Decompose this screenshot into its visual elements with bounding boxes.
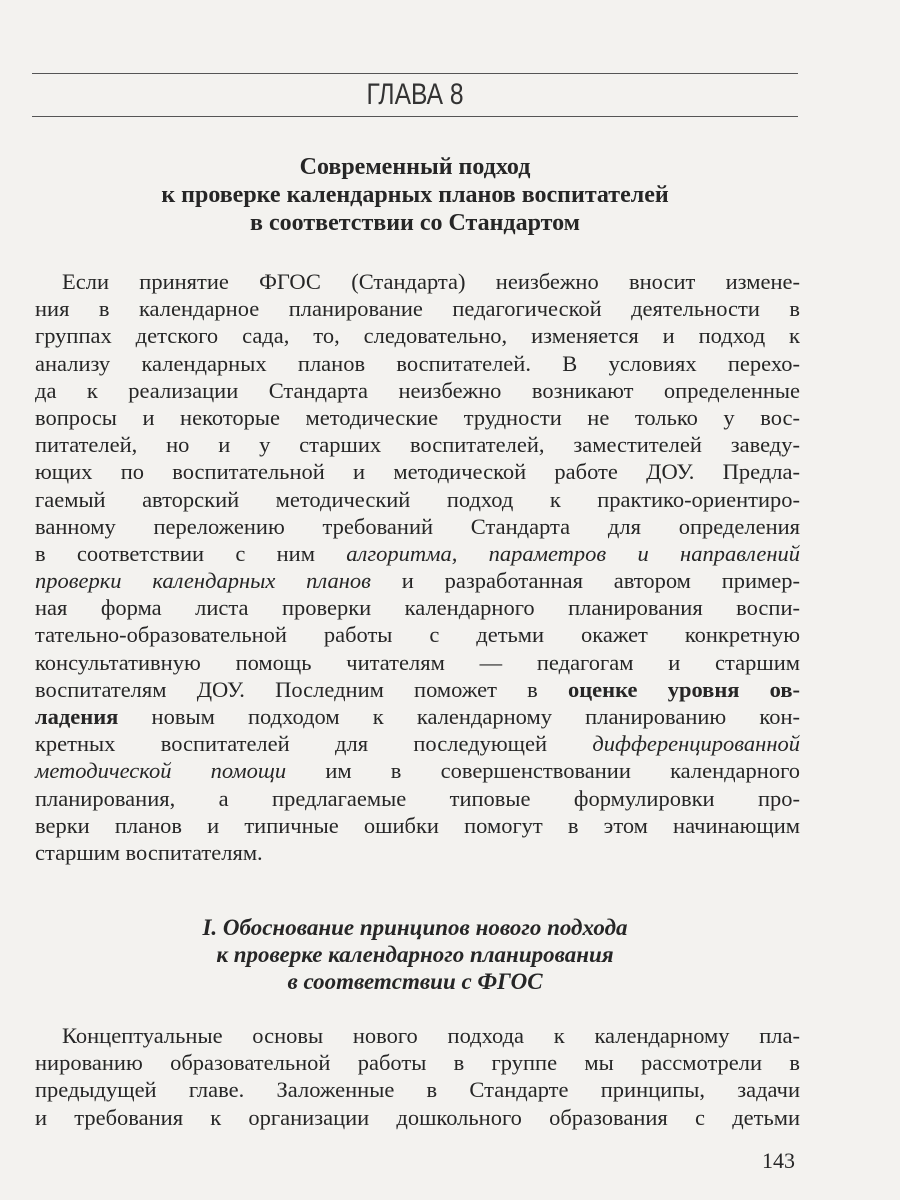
text: воспитателям ДОУ. Последним поможет в	[35, 676, 568, 702]
text: планирования, а предлагаемые типовые формулировки про-	[35, 785, 800, 811]
text: вопросы и некоторые методические трудности не только у вос-	[35, 404, 800, 430]
title-line: к проверке календарных планов воспитателей	[161, 182, 669, 208]
text-line	[35, 1076, 800, 1103]
text-line	[35, 458, 800, 485]
section-heading	[0, 914, 830, 995]
text: тательно-образовательной работы с детьми окажет конкретную	[35, 622, 800, 648]
text: новым подходом к календарному планированию кон-	[118, 704, 800, 729]
text-line	[35, 621, 800, 648]
text-line	[35, 567, 800, 594]
text-line	[35, 649, 800, 676]
text: ющих по воспитательной и методической работе ДОУ. Предла-	[35, 459, 800, 485]
text-line	[35, 785, 800, 812]
bold-text: оценке уровня ов-	[567, 676, 800, 702]
italic-text: проверки календарных планов	[35, 568, 371, 594]
text: старшим воспитателям.	[35, 839, 263, 865]
italic-text: методической помощи	[35, 758, 287, 784]
text-line	[35, 540, 800, 567]
text-line	[35, 377, 800, 404]
text-line	[35, 839, 800, 866]
text: анализу календарных планов воспитателей. В условиях перехо-	[35, 350, 800, 376]
text-line	[35, 513, 800, 540]
text: гаемый авторский методический подход к практико-ориентиро-	[35, 486, 800, 512]
text: верки планов и типичные ошибки помогут в этом начинающим	[35, 812, 800, 838]
chapter-rule	[32, 116, 798, 117]
text-line	[35, 703, 800, 730]
page-number: 143	[762, 1148, 795, 1173]
text: Концептуальные основы нового подхода к календарному пла-	[62, 1023, 800, 1048]
top-rule	[32, 73, 798, 74]
text: ния в календарное планирование педагогической деятельности в	[35, 296, 800, 322]
text: им в совершенствовании календарного	[286, 758, 800, 784]
paragraph-intro	[35, 268, 800, 866]
text-line	[35, 1049, 800, 1076]
text-line	[35, 486, 800, 513]
text-line	[35, 594, 800, 621]
text-line	[35, 268, 800, 295]
chapter-heading: ГЛАВА 8	[366, 78, 464, 111]
paragraph-section-1	[35, 1022, 800, 1131]
text: ванному переложению требований Стандарта для определения	[35, 513, 800, 539]
text-line	[35, 322, 800, 349]
section-heading-line: к проверке календарного планирования	[216, 942, 614, 967]
text-line	[35, 1022, 800, 1049]
section-heading-line: I. Обоснование принципов нового подхода	[202, 915, 628, 940]
italic-text: дифференцированной	[592, 731, 800, 757]
text: и требования к организации дошкольного образования с детьми	[35, 1104, 800, 1130]
text-line	[35, 1104, 800, 1131]
section-heading-line: в соответствии с ФГОС	[287, 969, 543, 994]
text: группах детского сада, то, следовательно, изменяется и подход к	[35, 323, 800, 349]
text: и разработанная автором пример-	[370, 568, 801, 594]
text-line	[35, 404, 800, 431]
italic-text: алгоритма, параметров и направлений	[346, 540, 800, 566]
text-line	[35, 757, 800, 784]
text: питателей, но и у старших воспитателей, заместителей заведу-	[35, 432, 800, 458]
text: Если принятие ФГОС (Стандарта) неизбежно вносит измене-	[62, 269, 800, 294]
text: предыдущей главе. Заложенные в Стандарте принципы, задачи	[35, 1077, 800, 1103]
text-line	[35, 431, 800, 458]
text: кретных воспитателей для последующей	[35, 731, 593, 757]
text-line	[35, 730, 800, 757]
text: ная форма листа проверки календарного планирования воспи-	[35, 595, 800, 621]
text-line	[35, 295, 800, 322]
text: консультативную помощь читателям — педагогам и старшим	[35, 649, 800, 675]
text: да к реализации Стандарта неизбежно возникают определенные	[35, 377, 800, 403]
title-line: Современный подход	[299, 154, 531, 180]
text-line	[35, 676, 800, 703]
text: нированию образовательной работы в группе мы рассмотрели в	[35, 1050, 800, 1076]
text: в соответствии с ним	[35, 540, 347, 566]
chapter-title	[0, 153, 830, 237]
text-line	[35, 350, 800, 377]
bold-text: ладения	[35, 704, 119, 729]
title-line: в соответствии со Стандартом	[250, 210, 580, 236]
text-line	[35, 812, 800, 839]
